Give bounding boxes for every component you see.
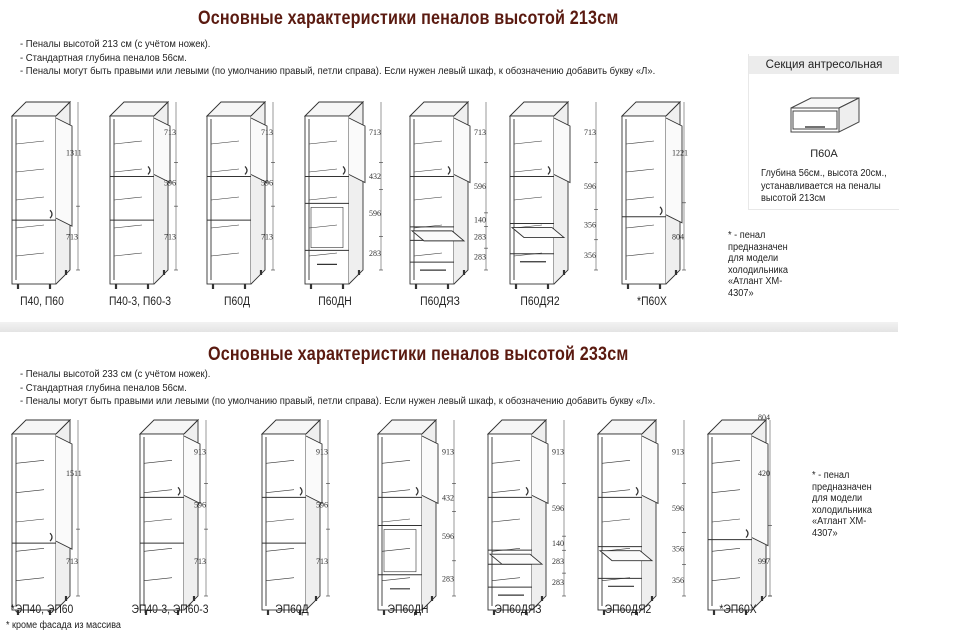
bullet: - Пеналы могут быть правыми или левыми (по умолчанию правый, петли справа). Если нужен левый шкаф, к обозначению добавить букву «Л».: [20, 395, 656, 407]
cabinet-drawing: [378, 420, 496, 626]
dimension-label: 804: [758, 413, 770, 422]
dimension-label: 356: [672, 576, 684, 586]
dimension-label: 713: [261, 232, 273, 242]
mezzanine-description: Глубина 56см., высота 20см., устанавливается на пеналы высотой 213см: [761, 168, 887, 204]
cabinet-drawing: [488, 420, 606, 626]
dimension-label: 1311: [66, 148, 82, 158]
cabinet-label: П60Д: [224, 296, 250, 308]
dimension-label: 913: [194, 447, 206, 457]
cabinet-label: П40, П60: [20, 296, 64, 308]
cabinet-label: ЭП60Д: [275, 604, 309, 616]
mezzanine-cabinet-drawing: [749, 76, 899, 156]
cabinet-label: П60ДЯ2: [520, 296, 560, 308]
section1-note: * - пенал предназначен для модели холодильника «Атлант ХМ- 4307»: [728, 230, 789, 299]
bullet: - Стандартная глубина пеналов 56см.: [20, 51, 187, 64]
cabinet-label: ЭП60ДЯЗ: [494, 604, 542, 616]
cabinet-drawing: [305, 102, 423, 300]
cabinet-drawing: [622, 102, 740, 300]
dimension-label: 913: [316, 447, 328, 457]
dimension-label: 283: [442, 574, 454, 584]
cabinet-drawing: [708, 413, 826, 626]
dimension-label: 713: [164, 128, 176, 138]
section1-bullets: [20, 38, 655, 79]
dimension-label: 596: [164, 178, 176, 188]
dimension-label: 713: [261, 128, 273, 138]
cabinet-drawing: [140, 420, 258, 626]
bullet: - Пеналы высотой 233 см (с учётом ножек).: [20, 368, 211, 380]
dimension-label: 596: [261, 178, 273, 188]
cabinet-label: *ЭП60Х: [719, 604, 757, 616]
section1-title: Основные характеристики пеналов высотой 213см: [198, 8, 619, 29]
dimension-label: 596: [194, 500, 206, 510]
dimension-label: 713: [66, 232, 78, 242]
footnote: * кроме фасада из массива: [6, 620, 121, 631]
dimension-label: 1221: [672, 148, 688, 158]
dimension-label: 913: [442, 447, 454, 457]
dimension-label: 420: [758, 468, 770, 478]
section2-title: Основные характеристики пеналов высотой 233см: [208, 344, 629, 365]
cabinet-drawing: [510, 102, 628, 300]
divider: [0, 322, 898, 332]
cabinet-label: ЭП60ДЯ2: [604, 604, 652, 616]
dimension-label: 713: [584, 128, 596, 138]
dimension-label: 283: [552, 577, 564, 587]
dimension-label: 713: [316, 556, 328, 566]
mezzanine-section-box: [748, 54, 899, 210]
dimension-label: 356: [672, 544, 684, 554]
cabinet-drawing: [598, 420, 716, 626]
dimension-label: 356: [584, 250, 596, 260]
dimension-label: 432: [442, 493, 454, 503]
dimension-label: 432: [369, 171, 381, 181]
dimension-label: 596: [672, 504, 684, 513]
mezzanine-label: П60А: [810, 148, 838, 160]
dimension-label: 596: [442, 532, 454, 542]
mezzanine-header: Секция антресольная: [749, 56, 899, 74]
dimension-label: 283: [552, 556, 564, 566]
dimension-label: 596: [552, 504, 564, 513]
cabinet-drawing: [262, 420, 380, 626]
dimension-label: 997: [758, 556, 770, 566]
dimension-label: 140: [552, 539, 564, 549]
cabinet-label: П60ДЯЗ: [420, 296, 460, 308]
dimension-label: 713: [474, 128, 486, 138]
cabinet-label: *ЭП40, ЭП60: [10, 604, 74, 616]
cabinet-label: *П60Х: [637, 296, 667, 308]
dimension-label: 713: [369, 128, 381, 138]
section2-bullets: [20, 368, 655, 409]
cabinet-drawing: [12, 420, 130, 626]
section2-note: * - пенал предназначен для модели холодильника «Атлант ХМ- 4307»: [812, 470, 873, 539]
dimension-label: 1511: [66, 468, 82, 478]
dimension-label: 596: [369, 208, 381, 218]
cabinet-label: П40-3, П60-3: [108, 296, 172, 308]
bullet: - Пеналы высотой 213 см (с учётом ножек).: [20, 38, 211, 50]
dimension-label: 283: [474, 252, 486, 262]
dimension-label: 804: [672, 232, 684, 242]
cabinet-label: П60ДН: [318, 296, 352, 308]
dimension-label: 596: [474, 182, 486, 191]
cabinet-label: ЭП60ДН: [387, 604, 429, 616]
dimension-label: 283: [369, 249, 381, 259]
dimension-label: 596: [316, 500, 328, 510]
dimension-label: 713: [66, 556, 78, 566]
dimension-label: 713: [164, 232, 176, 242]
dimension-label: 140: [474, 215, 486, 225]
dimension-label: 713: [194, 556, 206, 566]
dimension-label: 283: [474, 232, 486, 242]
dimension-label: 913: [672, 447, 684, 457]
cabinet-label: ЭП40-3, ЭП60-3: [131, 604, 209, 616]
dimension-label: 596: [584, 182, 596, 191]
dimension-label: 356: [584, 220, 596, 230]
bullet: - Стандартная глубина пеналов 56см.: [20, 381, 187, 394]
dimension-label: 913: [552, 447, 564, 457]
bullet: - Пеналы могут быть правыми или левыми (по умолчанию правый, петли справа). Если нужен левый шкаф, к обозначению добавить букву «Л».: [20, 65, 656, 77]
